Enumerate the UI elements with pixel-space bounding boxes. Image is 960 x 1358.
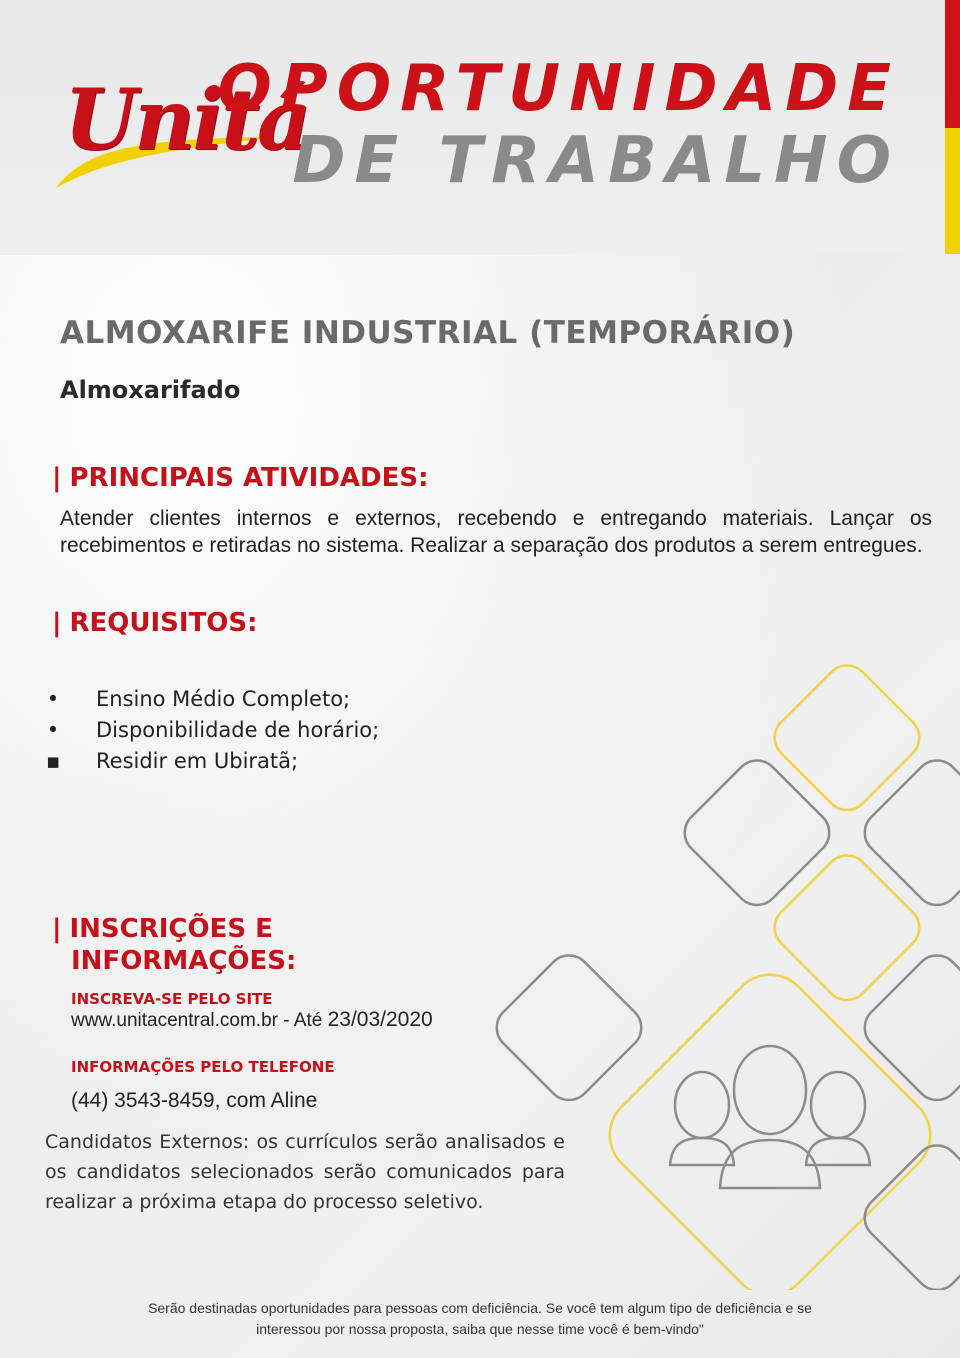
bullet: ▪	[46, 749, 61, 773]
side-stripe-red	[945, 0, 960, 128]
activities-heading-text: PRINCIPAIS ATIVIDADES:	[69, 463, 429, 493]
site-label: INSCREVA-SE PELO SITE	[71, 990, 273, 1008]
candidates-text: Candidatos Externos: os currículos serão analisados e os candidatos selecionados serão comunicados para realizar a próxima etapa do processo seletivo.	[45, 1131, 565, 1213]
list-item-text: Residir em Ubiratã;	[96, 749, 299, 773]
page-title-line1: OPORTUNIDADE	[217, 52, 900, 126]
phone-label: INFORMAÇÕES PELO TELEFONE	[71, 1058, 335, 1076]
requirements-list	[46, 684, 379, 777]
footer-line1: Serão destinadas oportunidades para pessoas com deficiência. Se você tem algum tipo de deficiência e se	[148, 1300, 812, 1316]
phone-text: (44) 3543-8459, com Aline	[71, 1089, 318, 1112]
heading-bar: |	[52, 608, 62, 638]
requirements-heading	[52, 607, 258, 639]
job-department: Almoxarifado	[60, 376, 241, 404]
diamond-shape	[593, 958, 947, 1290]
diamond-shape	[856, 1136, 960, 1290]
activities-heading	[52, 462, 429, 494]
footer-note	[80, 1298, 880, 1340]
site-link[interactable]: www.unitacentral.com.br - Até	[71, 1010, 328, 1031]
heading-bar: |	[52, 914, 62, 944]
page-title-line2: DE TRABALHO	[292, 124, 900, 198]
diamond-shape	[676, 751, 839, 914]
people-group-icon	[670, 1046, 870, 1188]
list-item-text: Disponibilidade de horário;	[96, 718, 380, 742]
requirements-heading-text: REQUISITOS:	[69, 608, 258, 638]
bullet: •	[46, 718, 60, 742]
diamond-shape	[766, 846, 929, 1009]
deadline-date: 23/03/2020	[327, 1008, 433, 1031]
list-item	[46, 684, 379, 715]
diamond-pattern-decoration	[470, 650, 960, 1290]
side-stripe-yellow	[945, 128, 960, 254]
diamond-shape	[856, 751, 960, 914]
logo-text: Unitá	[64, 70, 309, 169]
list-item	[46, 715, 379, 746]
activities-text: Atender clientes internos e externos, recebendo e entregando materiais. Lançar os recebimentos e retiradas no sistema. Realizar a separação dos produtos a serem entregues.	[60, 507, 932, 557]
heading-bar: |	[52, 463, 62, 493]
registration-heading	[52, 913, 296, 977]
diamond-shape	[856, 946, 960, 1109]
job-title: ALMOXARIFE INDUSTRIAL (TEMPORÁRIO)	[60, 315, 796, 351]
diamond-shape	[488, 946, 651, 1109]
diamond-shape	[766, 656, 929, 819]
list-item-text: Ensino Médio Completo;	[96, 687, 351, 711]
registration-heading-line2: INFORMAÇÕES:	[71, 946, 297, 976]
list-item	[46, 746, 379, 777]
registration-heading-line1: INSCRIÇÕES E	[69, 914, 273, 944]
bullet: •	[46, 687, 60, 711]
site-line	[71, 1008, 433, 1032]
footer-line2: interessou por nossa proposta, saiba que nesse time você é bem-vindo"	[256, 1321, 704, 1337]
